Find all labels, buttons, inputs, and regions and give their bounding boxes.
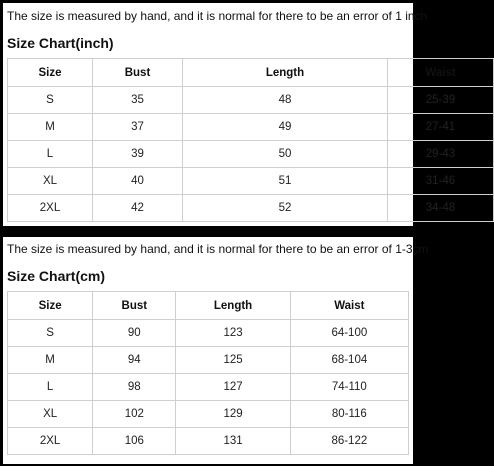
- cell-bust: 102: [93, 401, 176, 428]
- measurement-note: The size is measured by hand, and it is normal for there to be an error of 1-3cm: [7, 242, 429, 256]
- column-header-size: Size: [8, 292, 93, 320]
- table-row: [8, 87, 494, 114]
- column-header-size: Size: [8, 59, 93, 87]
- table-row: [8, 401, 409, 428]
- cell-bust: 37: [93, 114, 183, 141]
- table-row: [8, 374, 409, 401]
- cell-length: 129: [176, 401, 290, 428]
- cell-bust: 90: [93, 320, 176, 347]
- table-row: [8, 347, 409, 374]
- table-header-row: [8, 59, 494, 87]
- cell-length: 52: [183, 195, 388, 222]
- cell-length: 131: [176, 428, 290, 455]
- column-header-waist: Waist: [290, 292, 408, 320]
- cell-size: 2XL: [8, 428, 93, 455]
- cell-size: XL: [8, 168, 93, 195]
- cell-bust: 98: [93, 374, 176, 401]
- cell-size: L: [8, 141, 93, 168]
- cell-size: XL: [8, 401, 93, 428]
- cell-bust: 39: [93, 141, 183, 168]
- table-row: [8, 428, 409, 455]
- cell-waist: 34-48: [388, 195, 494, 222]
- cell-length: 49: [183, 114, 388, 141]
- column-header-bust: Bust: [93, 59, 183, 87]
- cell-length: 50: [183, 141, 388, 168]
- column-header-length: Length: [176, 292, 290, 320]
- cell-size: M: [8, 114, 93, 141]
- cm-size-table: [7, 291, 409, 455]
- column-header-bust: Bust: [93, 292, 176, 320]
- table-row: [8, 195, 494, 222]
- size-chart-title: Size Chart(cm): [7, 268, 106, 284]
- cell-bust: 35: [93, 87, 183, 114]
- cell-waist: 86-122: [290, 428, 408, 455]
- cm-size-panel: [3, 237, 429, 464]
- cell-length: 125: [176, 347, 290, 374]
- cell-size: S: [8, 87, 93, 114]
- cell-waist: 64-100: [290, 320, 408, 347]
- inch-size-table: [7, 58, 494, 222]
- table-header-row: [8, 292, 409, 320]
- inch-size-panel: [3, 3, 456, 226]
- cell-waist: 27-41: [388, 114, 494, 141]
- cell-bust: 42: [93, 195, 183, 222]
- cell-size: M: [8, 347, 93, 374]
- column-header-waist: Waist: [388, 59, 494, 87]
- cell-waist: 25-39: [388, 87, 494, 114]
- cell-waist: 74-110: [290, 374, 408, 401]
- cell-length: 48: [183, 87, 388, 114]
- cell-size: L: [8, 374, 93, 401]
- cell-bust: 106: [93, 428, 176, 455]
- cell-waist: 68-104: [290, 347, 408, 374]
- cell-bust: 94: [93, 347, 176, 374]
- table-row: [8, 320, 409, 347]
- column-header-length: Length: [183, 59, 388, 87]
- table-row: [8, 168, 494, 195]
- cell-length: 123: [176, 320, 290, 347]
- table-row: [8, 114, 494, 141]
- cell-size: 2XL: [8, 195, 93, 222]
- cell-bust: 40: [93, 168, 183, 195]
- cell-length: 127: [176, 374, 290, 401]
- cell-waist: 29-43: [388, 141, 494, 168]
- table-row: [8, 141, 494, 168]
- measurement-note: The size is measured by hand, and it is normal for there to be an error of 1 inch: [7, 9, 428, 23]
- cell-waist: 80-116: [290, 401, 408, 428]
- size-chart-title: Size Chart(inch): [7, 35, 114, 51]
- cell-size: S: [8, 320, 93, 347]
- cell-waist: 31-46: [388, 168, 494, 195]
- cell-length: 51: [183, 168, 388, 195]
